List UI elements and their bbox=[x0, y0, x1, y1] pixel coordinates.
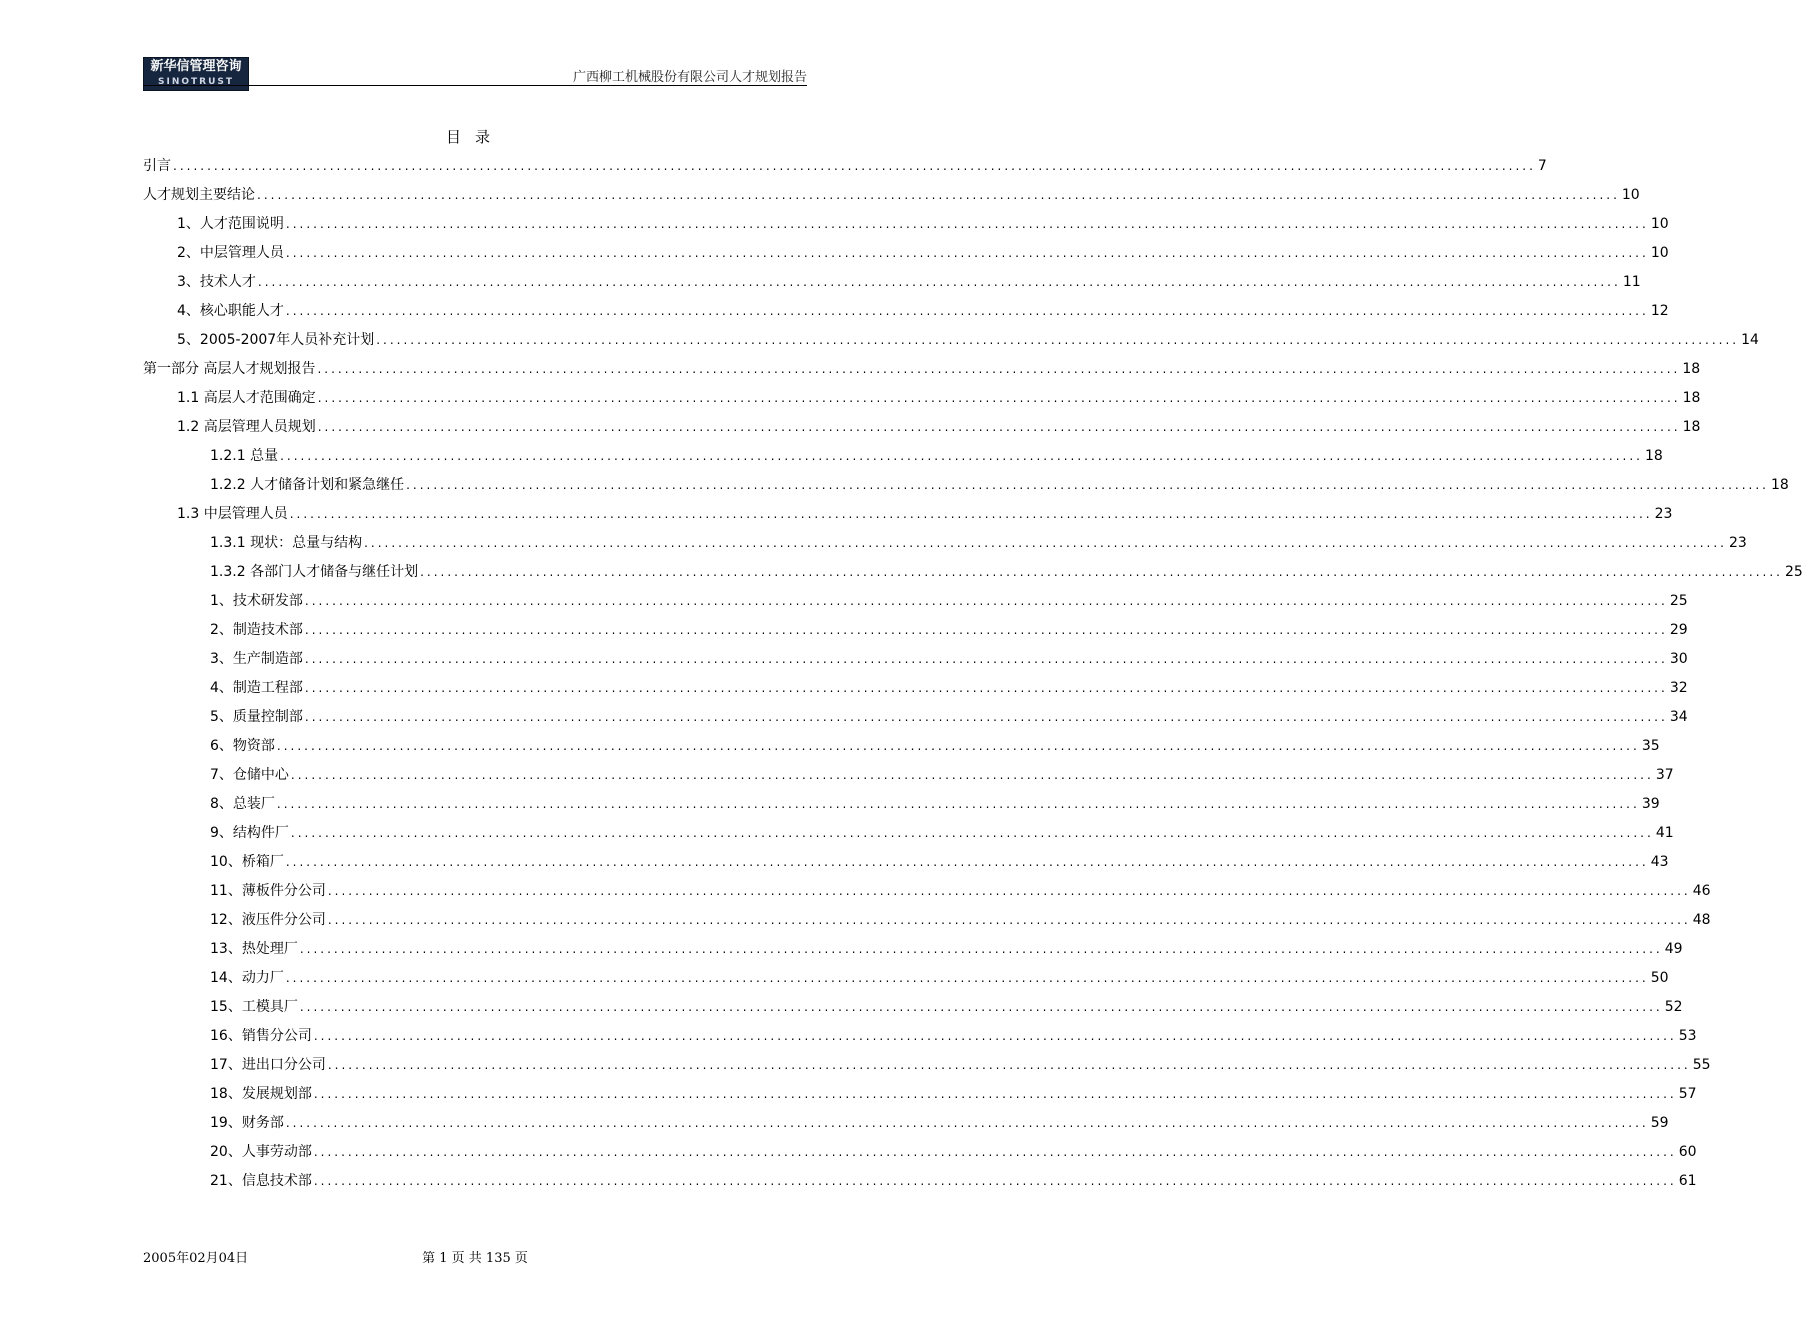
toc-entry-page-number: 23 bbox=[1728, 535, 1747, 551]
toc-entry[interactable] bbox=[177, 504, 1673, 524]
toc-entry-page-number: 30 bbox=[1669, 651, 1688, 667]
toc-entry-title: 5、2005-2007年人员补充计划 bbox=[177, 332, 375, 348]
toc-entry-title: 4、制造工程部 bbox=[210, 680, 303, 696]
toc-leader-dots: ........................................................................................................................................................................................................ bbox=[327, 913, 1691, 927]
toc-entry-page-number: 34 bbox=[1669, 709, 1688, 725]
toc-entry[interactable] bbox=[210, 475, 1789, 495]
toc-leader-dots: ........................................................................................................................................................................................................ bbox=[313, 1029, 1677, 1043]
toc-entry-page-number: 14 bbox=[1741, 332, 1759, 348]
toc-leader-dots: ........................................................................................................................................................................................................ bbox=[173, 159, 1536, 173]
logo-chinese-name: 新华信管理咨询 bbox=[150, 59, 242, 74]
toc-entry-page-number: 41 bbox=[1655, 825, 1674, 841]
toc-entry[interactable] bbox=[143, 156, 1547, 176]
toc-entry-page-number: 55 bbox=[1692, 1057, 1711, 1073]
toc-entry-page-number: 12 bbox=[1650, 303, 1669, 319]
toc-entry[interactable] bbox=[210, 620, 1688, 640]
toc-entry-page-number: 32 bbox=[1669, 680, 1688, 696]
toc-entry[interactable] bbox=[210, 794, 1660, 814]
toc-entry[interactable] bbox=[210, 1055, 1711, 1075]
toc-entry-page-number: 25 bbox=[1669, 593, 1688, 609]
toc-leader-dots: ........................................................................................................................................................................................................ bbox=[420, 565, 1783, 579]
toc-entry[interactable] bbox=[210, 765, 1674, 785]
toc-leader-dots: ........................................................................................................................................................................................................ bbox=[257, 275, 1621, 289]
toc-entry-title: 1.1 高层人才范围确定 bbox=[177, 390, 316, 406]
toc-entry[interactable] bbox=[210, 968, 1669, 988]
toc-leader-dots: ........................................................................................................................................................................................................ bbox=[285, 1116, 1649, 1130]
toc-leader-dots: ........................................................................................................................................................................................................ bbox=[276, 797, 1640, 811]
toc-entry-title: 14、动力厂 bbox=[210, 970, 284, 986]
toc-leader-dots: ........................................................................................................................................................................................................ bbox=[304, 623, 1668, 637]
toc-entry-page-number: 7 bbox=[1537, 158, 1547, 174]
toc-leader-dots: ........................................................................................................................................................................................................ bbox=[406, 478, 1769, 492]
toc-entry-title: 1、技术研发部 bbox=[210, 593, 303, 609]
toc-entry-page-number: 59 bbox=[1650, 1115, 1669, 1131]
toc-leader-dots: ........................................................................................................................................................................................................ bbox=[327, 1058, 1691, 1072]
toc-entry-page-number: 35 bbox=[1641, 738, 1660, 754]
toc-entry[interactable] bbox=[210, 1084, 1697, 1104]
toc-entry-page-number: 50 bbox=[1650, 970, 1669, 986]
toc-entry-title: 17、进出口分公司 bbox=[210, 1057, 326, 1073]
toc-leader-dots: ........................................................................................................................................................................................................ bbox=[376, 333, 1740, 347]
toc-leader-dots: ........................................................................................................................................................................................................ bbox=[285, 304, 1649, 318]
toc-entry[interactable] bbox=[210, 939, 1683, 959]
toc-leader-dots: ........................................................................................................................................................................................................ bbox=[276, 739, 1640, 753]
toc-entry-title: 5、质量控制部 bbox=[210, 709, 303, 725]
toc-entry-page-number: 10 bbox=[1650, 245, 1669, 261]
toc-entry-page-number: 29 bbox=[1669, 622, 1688, 638]
toc-entry-page-number: 18 bbox=[1682, 361, 1701, 377]
toc-leader-dots: ........................................................................................................................................................................................................ bbox=[317, 362, 1681, 376]
toc-entry-title: 15、工模具厂 bbox=[210, 999, 298, 1015]
toc-entry-title: 12、液压件分公司 bbox=[210, 912, 326, 928]
toc-entry[interactable] bbox=[210, 881, 1711, 901]
toc-entry-page-number: 57 bbox=[1678, 1086, 1697, 1102]
toc-entry[interactable] bbox=[210, 562, 1803, 582]
toc-entry[interactable] bbox=[210, 446, 1663, 466]
toc-entry-title: 1.2 高层管理人员规划 bbox=[177, 419, 316, 435]
toc-entry-title: 18、发展规划部 bbox=[210, 1086, 312, 1102]
toc-leader-dots: ........................................................................................................................................................................................................ bbox=[290, 826, 1654, 840]
toc-entry-page-number: 18 bbox=[1770, 477, 1789, 493]
toc-entry[interactable] bbox=[210, 649, 1688, 669]
toc-entry-page-number: 60 bbox=[1678, 1144, 1697, 1160]
footer-date: 2005年02月04日 bbox=[143, 1251, 249, 1266]
toc-entry[interactable] bbox=[210, 997, 1683, 1017]
toc-heading: 目录 bbox=[445, 128, 504, 146]
toc-entry-title: 1.2.1 总量 bbox=[210, 448, 279, 464]
toc-entry-page-number: 43 bbox=[1650, 854, 1669, 870]
toc-entry-page-number: 48 bbox=[1692, 912, 1711, 928]
toc-leader-dots: ........................................................................................................................................................................................................ bbox=[313, 1145, 1677, 1159]
toc-entry-title: 11、薄板件分公司 bbox=[210, 883, 326, 899]
toc-leader-dots: ........................................................................................................................................................................................................ bbox=[304, 652, 1668, 666]
toc-entry-title: 3、技术人才 bbox=[177, 274, 256, 290]
toc-leader-dots: ........................................................................................................................................................................................................ bbox=[289, 507, 1653, 521]
toc-entry-title: 9、结构件厂 bbox=[210, 825, 289, 841]
logo-english-name: SINOTRUST bbox=[157, 77, 234, 87]
toc-leader-dots: ........................................................................................................................................................................................................ bbox=[290, 768, 1654, 782]
toc-entry-title: 1.3 中层管理人员 bbox=[177, 506, 288, 522]
toc-entry-title: 第一部分 高层人才规划报告 bbox=[143, 361, 316, 377]
toc-entry-title: 1、人才范围说明 bbox=[177, 216, 284, 232]
toc-entry[interactable] bbox=[177, 301, 1669, 321]
toc-entry-title: 6、物资部 bbox=[210, 738, 275, 754]
toc-entry-page-number: 37 bbox=[1655, 767, 1674, 783]
toc-entry-page-number: 25 bbox=[1784, 564, 1803, 580]
toc-leader-dots: ........................................................................................................................................................................................................ bbox=[304, 594, 1668, 608]
toc-entry-page-number: 53 bbox=[1678, 1028, 1697, 1044]
toc-entry-title: 13、热处理厂 bbox=[210, 941, 298, 957]
toc-entry-page-number: 18 bbox=[1682, 390, 1701, 406]
toc-entry[interactable] bbox=[210, 1026, 1697, 1046]
toc-leader-dots: ........................................................................................................................................................................................................ bbox=[299, 1000, 1663, 1014]
toc-entry[interactable] bbox=[143, 359, 1701, 379]
toc-entry[interactable] bbox=[210, 707, 1688, 727]
toc-entry[interactable] bbox=[177, 214, 1669, 234]
toc-entry[interactable] bbox=[210, 1113, 1669, 1133]
toc-entry[interactable] bbox=[177, 388, 1701, 408]
toc-entry-page-number: 18 bbox=[1644, 448, 1663, 464]
toc-entry[interactable] bbox=[143, 185, 1640, 205]
toc-entry-page-number: 61 bbox=[1678, 1173, 1697, 1189]
toc-entry-title: 16、销售分公司 bbox=[210, 1028, 312, 1044]
toc-leader-dots: ........................................................................................................................................................................................................ bbox=[280, 449, 1643, 463]
toc-entry-page-number: 11 bbox=[1622, 274, 1641, 290]
toc-leader-dots: ........................................................................................................................................................................................................ bbox=[257, 188, 1620, 202]
toc-entry-page-number: 39 bbox=[1641, 796, 1660, 812]
toc-entry-page-number: 46 bbox=[1692, 883, 1711, 899]
toc-leader-dots: ........................................................................................................................................................................................................ bbox=[285, 971, 1649, 985]
toc-leader-dots: ........................................................................................................................................................................................................ bbox=[327, 884, 1691, 898]
toc-entry-title: 7、仓储中心 bbox=[210, 767, 289, 783]
toc-entry-title: 1.2.2 人才储备计划和紧急继任 bbox=[210, 477, 405, 493]
toc-entry[interactable] bbox=[210, 591, 1688, 611]
toc-entry-title: 人才规划主要结论 bbox=[143, 187, 255, 203]
toc-entry-title: 1.3.2 各部门人才储备与继任计划 bbox=[210, 564, 419, 580]
toc-entry-page-number: 10 bbox=[1621, 187, 1640, 203]
toc-leader-dots: ........................................................................................................................................................................................................ bbox=[317, 391, 1681, 405]
toc-leader-dots: ........................................................................................................................................................................................................ bbox=[313, 1087, 1677, 1101]
toc-entry[interactable] bbox=[210, 533, 1747, 553]
toc-entry[interactable] bbox=[177, 417, 1701, 437]
toc-entry[interactable] bbox=[210, 1142, 1697, 1162]
toc-entry-title: 2、中层管理人员 bbox=[177, 245, 284, 261]
report-title: 广西柳工机械股份有限公司人才规划报告 bbox=[572, 70, 807, 85]
toc-entry-page-number: 52 bbox=[1664, 999, 1683, 1015]
toc-leader-dots: ........................................................................................................................................................................................................ bbox=[304, 681, 1668, 695]
toc-entry-title: 3、生产制造部 bbox=[210, 651, 303, 667]
toc-entry-title: 4、核心职能人才 bbox=[177, 303, 284, 319]
toc-entry[interactable] bbox=[210, 823, 1674, 843]
toc-entry-title: 引言 bbox=[143, 158, 171, 174]
toc-entry-page-number: 10 bbox=[1650, 216, 1669, 232]
toc-entry[interactable] bbox=[210, 678, 1688, 698]
toc-entry-title: 2、制造技术部 bbox=[210, 622, 303, 638]
toc-entry-title: 10、桥箱厂 bbox=[210, 854, 284, 870]
toc-entry-page-number: 18 bbox=[1682, 419, 1701, 435]
toc-entry-title: 8、总装厂 bbox=[210, 796, 275, 812]
toc-entry-title: 21、信息技术部 bbox=[210, 1173, 312, 1189]
toc-leader-dots: ........................................................................................................................................................................................................ bbox=[285, 855, 1649, 869]
footer-page-info: 第 1 页 共 135 页 bbox=[422, 1251, 528, 1266]
toc-entry[interactable] bbox=[210, 1171, 1697, 1191]
toc-leader-dots: ........................................................................................................................................................................................................ bbox=[285, 217, 1649, 231]
toc-entry-title: 19、财务部 bbox=[210, 1115, 284, 1131]
toc-leader-dots: ........................................................................................................................................................................................................ bbox=[304, 710, 1668, 724]
toc-leader-dots: ........................................................................................................................................................................................................ bbox=[313, 1174, 1677, 1188]
toc-entry-page-number: 49 bbox=[1664, 941, 1683, 957]
toc-entry[interactable] bbox=[210, 736, 1660, 756]
toc-entry[interactable] bbox=[177, 330, 1759, 350]
toc-entry[interactable] bbox=[177, 272, 1641, 292]
toc-leader-dots: ........................................................................................................................................................................................................ bbox=[299, 942, 1663, 956]
toc-entry-title: 20、人事劳动部 bbox=[210, 1144, 312, 1160]
toc-leader-dots: ........................................................................................................................................................................................................ bbox=[285, 246, 1649, 260]
toc-entry-title: 1.3.1 现状：总量与结构 bbox=[210, 535, 363, 551]
header-divider bbox=[143, 85, 807, 86]
toc-entry-page-number: 23 bbox=[1654, 506, 1673, 522]
toc-entry[interactable] bbox=[177, 243, 1669, 263]
toc-entry[interactable] bbox=[210, 852, 1669, 872]
toc-leader-dots: ........................................................................................................................................................................................................ bbox=[364, 536, 1727, 550]
toc-leader-dots: ........................................................................................................................................................................................................ bbox=[317, 420, 1681, 434]
toc-entry[interactable] bbox=[210, 910, 1711, 930]
